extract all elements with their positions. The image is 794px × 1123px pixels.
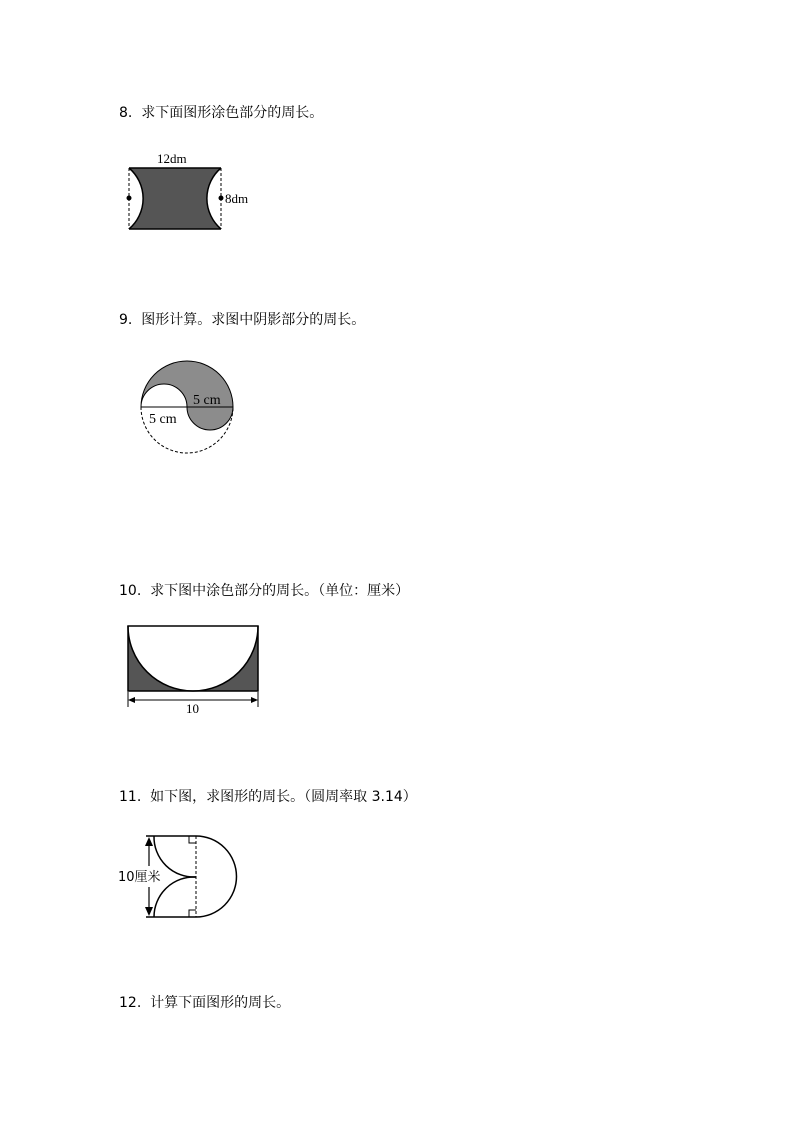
question-text: 如下图，求图形的周长。（圆周率取 3.14）: [150, 789, 417, 805]
label-small: 5 cm: [149, 412, 177, 427]
label-width: 12dm: [157, 151, 187, 166]
question-10: [119, 582, 409, 600]
label-width: 10: [186, 701, 199, 716]
figure-q11: [116, 830, 246, 925]
question-9: [119, 311, 365, 329]
label-large: 5 cm: [193, 393, 221, 408]
question-number: 9.: [119, 312, 133, 328]
question-8: [119, 104, 323, 122]
question-number: 12.: [119, 995, 142, 1011]
question-text: 求下面图形涂色部分的周长。: [141, 105, 324, 121]
question-12: [119, 994, 290, 1012]
figure-q9: [135, 355, 245, 465]
question-number: 11.: [119, 789, 142, 805]
right-semicircle: [196, 836, 236, 917]
question-text: 计算下面图形的周长。: [150, 995, 291, 1011]
figure-q10: [120, 620, 265, 720]
label-height: 8dm: [225, 191, 249, 206]
question-text: 图形计算。求图中阴影部分的周长。: [141, 312, 366, 328]
question-text: 求下图中涂色部分的周长。（单位：厘米）: [150, 583, 410, 599]
shaded-region: [128, 626, 258, 691]
question-number: 8.: [119, 105, 133, 121]
label-height: 10厘米: [118, 870, 161, 885]
question-11: [119, 788, 417, 806]
question-number: 10.: [119, 583, 142, 599]
figure-q8: [118, 145, 258, 235]
